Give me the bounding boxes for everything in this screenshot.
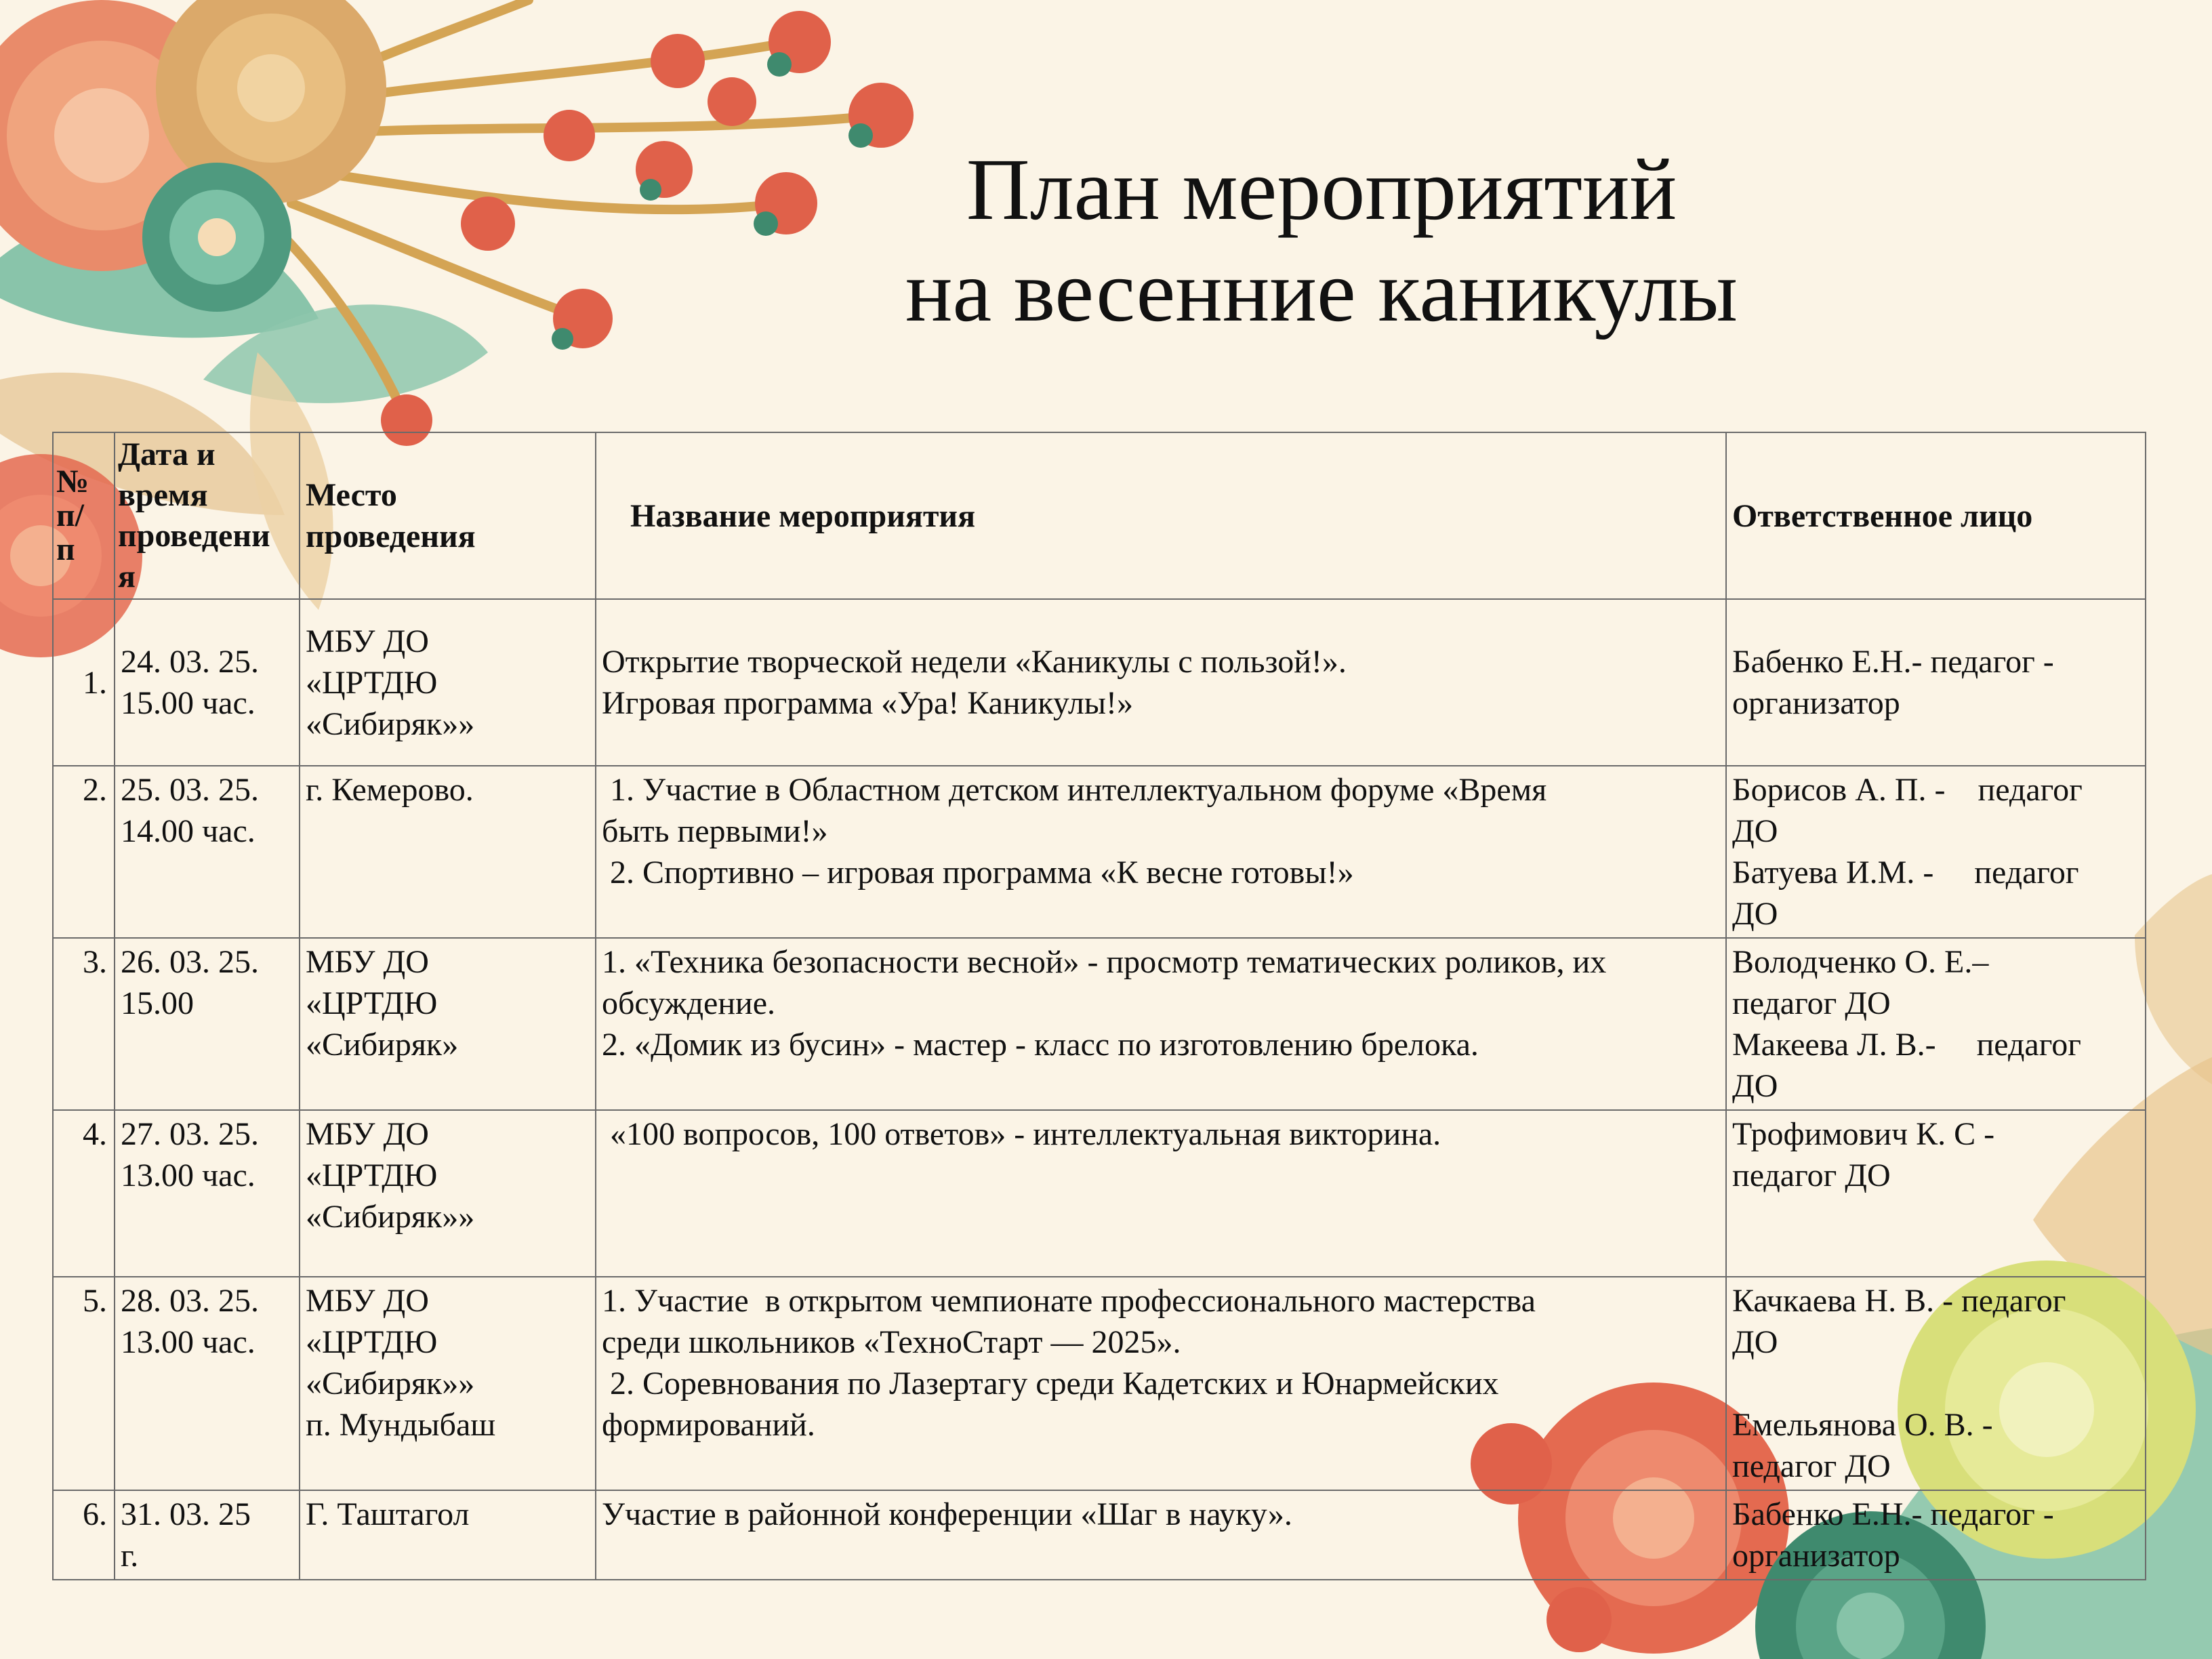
- row-place: МБУ ДО «ЦРТДЮ «Сибиряк»»: [300, 1110, 596, 1277]
- row-responsible: Бабенко Е.Н.- педагог - организатор: [1726, 599, 2146, 766]
- row-responsible: Борисов А. П. - педагог ДО Батуева И.М. - педагог ДО: [1726, 766, 2146, 938]
- row-responsible: Володченко О. Е.– педагог ДО Макеева Л. В.- педагог ДО: [1726, 938, 2146, 1110]
- row-number: 4.: [53, 1110, 115, 1277]
- row-responsible: Трофимович К. С - педагог ДО: [1726, 1110, 2146, 1277]
- row-date: 28. 03. 25. 13.00 час.: [115, 1277, 300, 1490]
- page-title: [840, 139, 1803, 342]
- row-place: МБУ ДО «ЦРТДЮ «Сибиряк»: [300, 938, 596, 1110]
- header-event-name: Название мероприятия: [596, 432, 1726, 599]
- table-row: [53, 938, 2146, 1110]
- row-number: 6.: [53, 1490, 115, 1580]
- header-responsible: Ответственное лицо: [1726, 432, 2146, 599]
- header-place: Место проведения: [300, 432, 596, 599]
- row-date: 24. 03. 25. 15.00 час.: [115, 599, 300, 766]
- header-date-time: Дата и время проведени я: [115, 432, 300, 599]
- row-number: 2.: [53, 766, 115, 938]
- table-row: [53, 1490, 2146, 1580]
- row-date: 25. 03. 25. 14.00 час.: [115, 766, 300, 938]
- row-place: Г. Таштагол: [300, 1490, 596, 1580]
- row-place: МБУ ДО «ЦРТДЮ «Сибиряк»»: [300, 599, 596, 766]
- table-row: [53, 1110, 2146, 1277]
- row-event: 1. Участие в Областном детском интеллектуальном форуме «Время быть первыми!» 2. Спортивно – игровая программа «К весне готовы!»: [596, 766, 1726, 938]
- header-number: № п/ п: [53, 432, 115, 599]
- table-row: [53, 599, 2146, 766]
- table-header-row: [53, 432, 2146, 599]
- row-number: 3.: [53, 938, 115, 1110]
- row-responsible: Бабенко Е.Н.- педагог - организатор: [1726, 1490, 2146, 1580]
- row-number: 5.: [53, 1277, 115, 1490]
- title-line-1: План мероприятий: [966, 141, 1677, 239]
- table-row: [53, 766, 2146, 938]
- events-table: [52, 432, 2146, 1580]
- row-event: 1. Участие в открытом чемпионате профессионального мастерства среди школьников «ТехноСтарт — 2025». 2. Соревнования по Лазертагу среди Кадетских и Юнармейских формирований.: [596, 1277, 1726, 1490]
- row-event: Открытие творческой недели «Каникулы с пользой!». Игровая программа «Ура! Каникулы!»: [596, 599, 1726, 766]
- row-date: 26. 03. 25. 15.00: [115, 938, 300, 1110]
- title-line-2: на весенние каникулы: [905, 243, 1738, 340]
- row-date: 31. 03. 25 г.: [115, 1490, 300, 1580]
- row-number: 1.: [53, 599, 115, 766]
- row-place: МБУ ДО «ЦРТДЮ «Сибиряк»» п. Мундыбаш: [300, 1277, 596, 1490]
- row-event: 1. «Техника безопасности весной» - просмотр тематических роликов, их обсуждение. 2. «Домик из бусин» - мастер - класс по изготовлению брелока.: [596, 938, 1726, 1110]
- row-event: Участие в районной конференции «Шаг в науку».: [596, 1490, 1726, 1580]
- row-event: «100 вопросов, 100 ответов» - интеллектуальная викторина.: [596, 1110, 1726, 1277]
- row-place: г. Кемерово.: [300, 766, 596, 938]
- row-responsible: Качкаева Н. В. - педагог ДО Емельянова О. В. - педагог ДО: [1726, 1277, 2146, 1490]
- row-date: 27. 03. 25. 13.00 час.: [115, 1110, 300, 1277]
- table-row: [53, 1277, 2146, 1490]
